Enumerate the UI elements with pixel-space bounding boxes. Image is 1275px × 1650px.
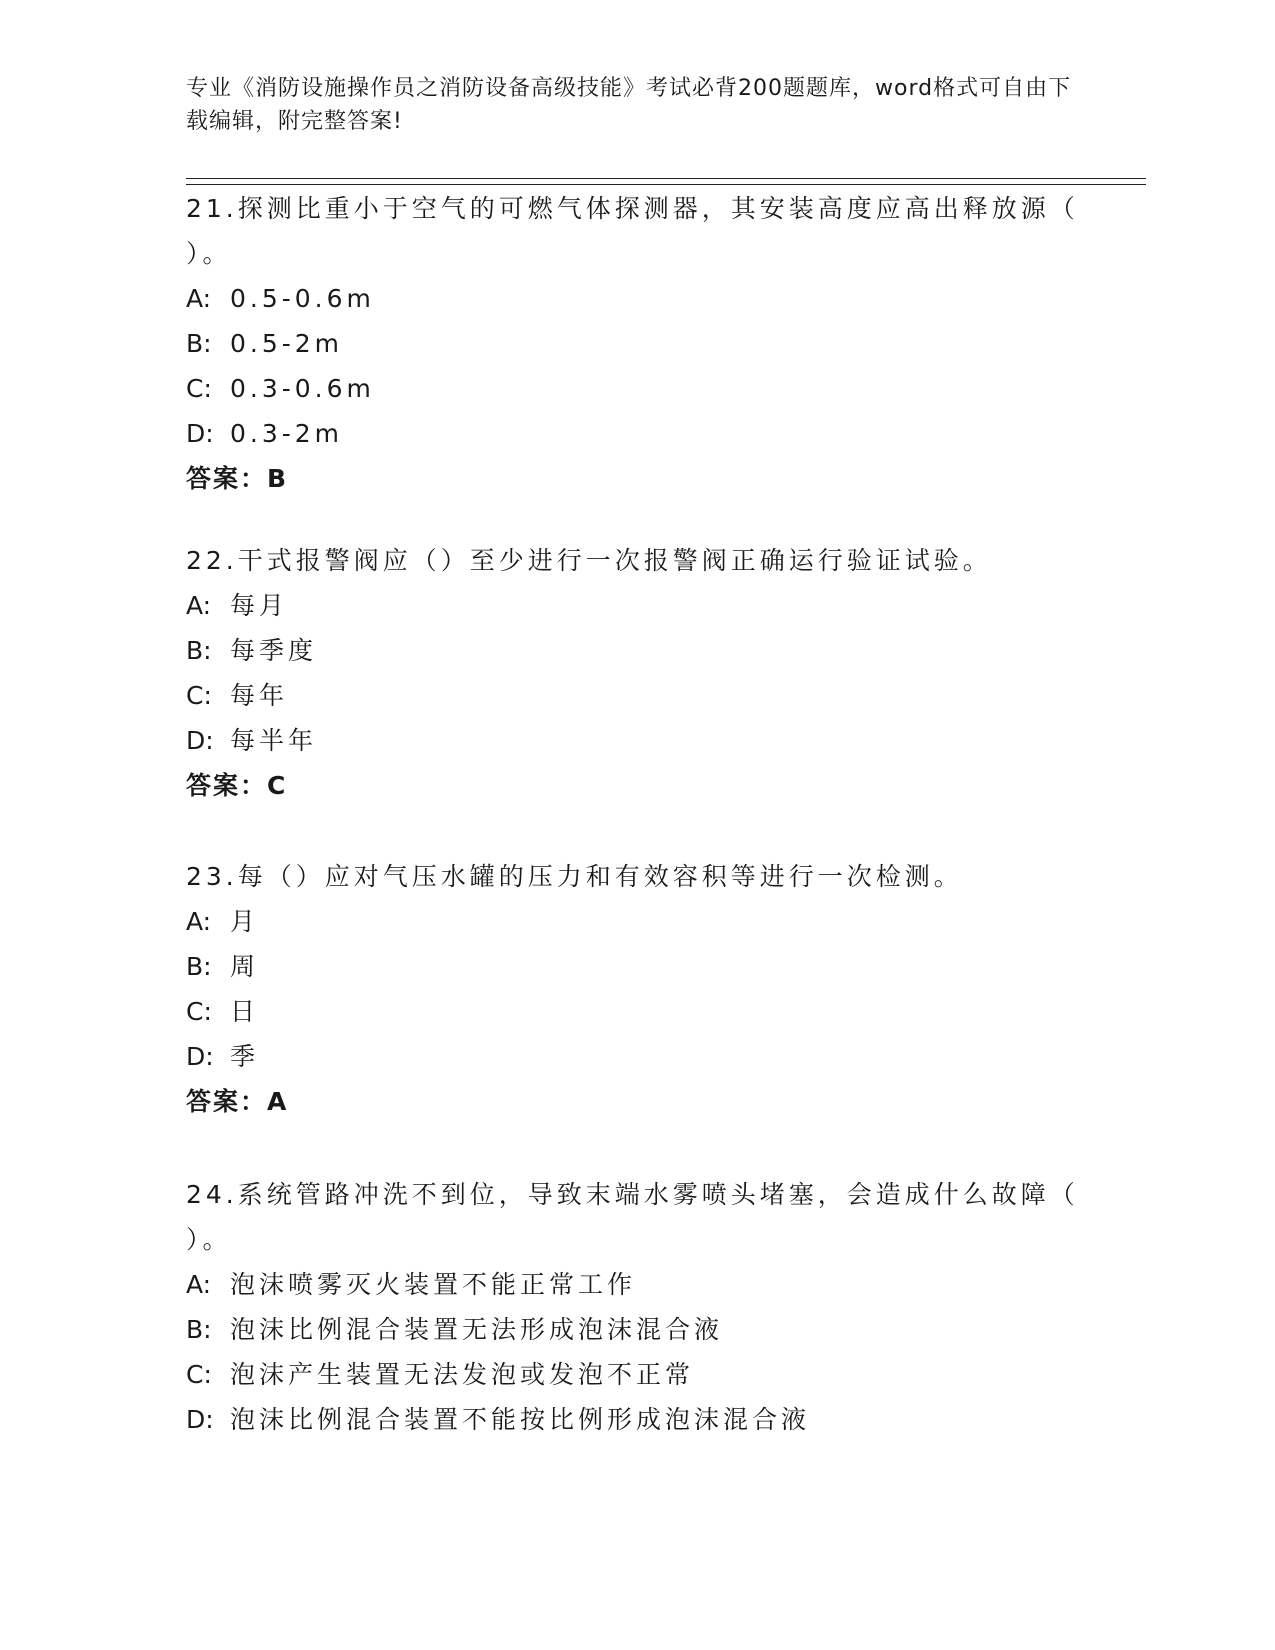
- option-c: [186, 673, 1086, 718]
- question-21: [186, 186, 1086, 501]
- question-24: [186, 1172, 1086, 1442]
- option-text: 0.5-2m: [230, 329, 344, 358]
- option-text: 泡沫喷雾灭火装置不能正常工作: [230, 1270, 637, 1299]
- question-stem: 23.每（）应对气压水罐的压力和有效容积等进行一次检测。: [186, 862, 963, 891]
- option-letter: C:: [186, 1360, 212, 1389]
- option-letter: C:: [186, 374, 212, 403]
- option-text: 泡沫产生装置无法发泡或发泡不正常: [230, 1360, 695, 1389]
- question-stem: 24.系统管路冲洗不到位，导致末端水雾喷头堵塞，会造成什么故障（ ）。: [186, 1180, 1079, 1254]
- option-letter: B:: [186, 952, 212, 981]
- option-letter: D:: [186, 1042, 214, 1071]
- option-letter: B:: [186, 636, 212, 665]
- option-a: [186, 276, 1086, 321]
- question-stem: 22.干式报警阀应（）至少进行一次报警阀正确运行验证试验。: [186, 546, 992, 575]
- header-divider-bottom: [186, 184, 1146, 185]
- answer-label: 答案：C: [186, 771, 288, 800]
- option-text: 每月: [230, 591, 289, 620]
- option-d: [186, 718, 1086, 763]
- option-text: 0.3-0.6m: [230, 374, 375, 403]
- question-22: [186, 538, 1086, 808]
- option-text: 每半年: [230, 726, 318, 755]
- option-letter: C:: [186, 681, 212, 710]
- option-letter: B:: [186, 329, 212, 358]
- question-23: [186, 854, 1086, 1124]
- option-d: [186, 1397, 1086, 1442]
- option-text: 泡沫比例混合装置不能按比例形成泡沫混合液: [230, 1405, 811, 1434]
- option-c: [186, 989, 1086, 1034]
- option-b: [186, 628, 1086, 673]
- option-letter: D:: [186, 726, 214, 755]
- option-letter: D:: [186, 419, 214, 448]
- option-letter: D:: [186, 1405, 214, 1434]
- option-text: 0.5-0.6m: [230, 284, 375, 313]
- option-c: [186, 1352, 1086, 1397]
- answer-label: 答案：A: [186, 1087, 289, 1116]
- option-text: 每年: [230, 681, 289, 710]
- option-b: [186, 944, 1086, 989]
- option-letter: C:: [186, 997, 212, 1026]
- document-intro: 专业《消防设施操作员之消防设备高级技能》考试必背200题题库，word格式可自由下载编辑，附完整答案!: [186, 76, 1072, 134]
- option-text: 日: [230, 997, 260, 1026]
- option-d: [186, 411, 1086, 456]
- option-text: 月: [230, 907, 260, 936]
- question-stem: 21.探测比重小于空气的可燃气体探测器，其安装高度应高出释放源（ ）。: [186, 194, 1079, 268]
- option-letter: A:: [186, 1270, 212, 1299]
- option-b: [186, 1307, 1086, 1352]
- answer-label: 答案：B: [186, 464, 289, 493]
- option-letter: A:: [186, 591, 212, 620]
- option-a: [186, 583, 1086, 628]
- option-text: 泡沫比例混合装置无法形成泡沫混合液: [230, 1315, 724, 1344]
- option-b: [186, 321, 1086, 366]
- option-a: [186, 1262, 1086, 1307]
- option-letter: A:: [186, 284, 212, 313]
- option-text: 0.3-2m: [230, 419, 344, 448]
- option-d: [186, 1034, 1086, 1079]
- option-letter: A:: [186, 907, 212, 936]
- option-c: [186, 366, 1086, 411]
- option-a: [186, 899, 1086, 944]
- option-text: 季: [230, 1042, 260, 1071]
- option-text: 周: [230, 952, 260, 981]
- header-divider-top: [186, 178, 1146, 179]
- option-letter: B:: [186, 1315, 212, 1344]
- option-text: 每季度: [230, 636, 318, 665]
